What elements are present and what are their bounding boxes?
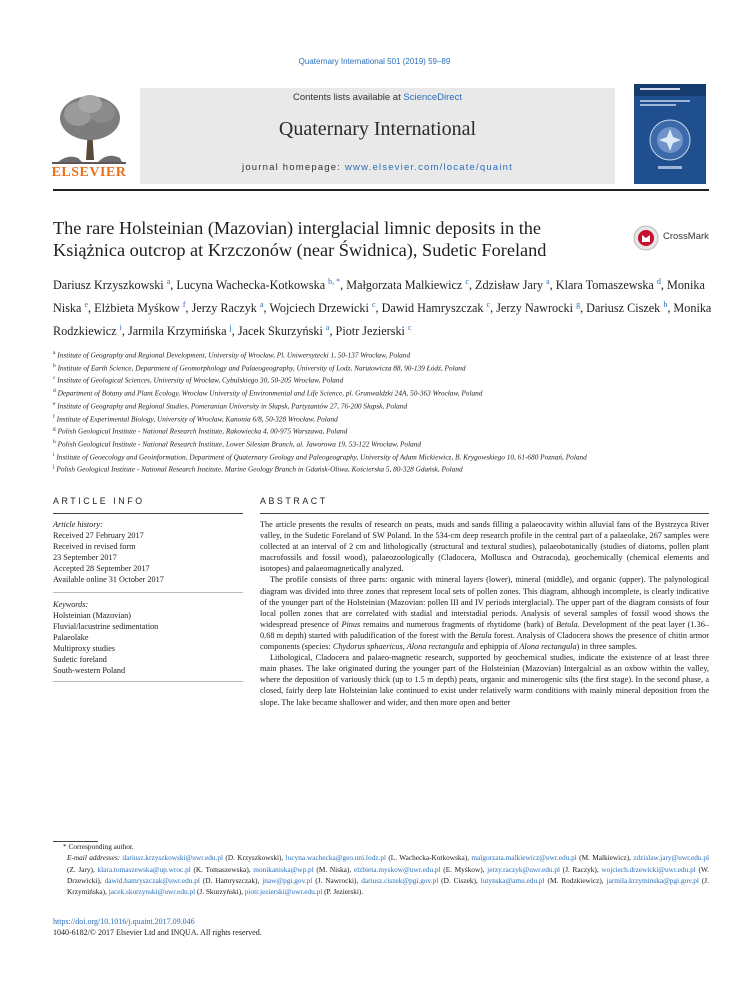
email-owner: (J. Nawrocki) [315,875,357,885]
elsevier-logo [48,88,130,184]
history-divider [53,592,243,593]
email-owner: (M. Rodzkiewicz) [547,875,602,885]
email-link[interactable]: dariusz.ciszek@pgi.gov.pl [361,875,439,885]
abstract-paragraph [260,574,709,652]
email-link[interactable]: lutynska@amu.edu.pl [480,875,545,885]
author-affiliation-marker[interactable]: c [371,300,376,310]
affiliation-marker: b [53,362,56,369]
author-name[interactable]: Klara Tomaszewska [555,278,654,293]
email-label: E-mail addresses: [67,853,121,863]
email-link[interactable]: malgorzata.malkiewicz@uwr.edu.pl [471,853,577,863]
abstract-paragraph: Lithological, Cladocera and palaeo-magnetic research, supported by geochemical studies, indicate the existence of at least three main phases. The lake originated during the younger part of the Holsteinian (Mazovian) Intergalcial as an oxbow within the valley, where the deposition of variously thick (up to 1.5 m depth) peats, organic and minerogenic silts (the first stage). In the second phase, a closed, fairly deep late Holsteinian lake continued to exist under relatively warm conditions with mainly mineral deposition from the slope. The lake became shallower and wider, and then more open and better [260,653,709,707]
keyword-item: Palaeolake [53,633,89,642]
author-affiliation-marker[interactable]: a [166,277,171,286]
author-name[interactable]: Dawid Hamryszczak [381,301,484,316]
email-owner: (L. Wachecka-Kotkowska) [388,853,468,863]
author-name[interactable]: Dariusz Krzyszkowski [53,278,164,293]
affiliation-text: Polish Geological Institute - National Research Institute, Rakowiecka 4, 00-975 Warszawa, Poland [57,426,348,436]
email-owner: (D. Hamryszczak) [202,875,258,885]
author-name[interactable]: Zdzisław Jary [475,278,544,293]
journal-cover-image [634,84,706,184]
homepage-prefix: journal homepage: [242,162,345,173]
doi-link[interactable]: https://doi.org/10.1016/j.quaint.2017.09.046 [53,917,195,926]
email-addresses: E-mail addresses: dariusz.krzyszkowski@uwr.edu.pl (D. Krzyszkowski), lucyna.wachecka@geo.uni.lodz.pl (L. Wachecka-Kotkowska), malgorzata.malkiewicz@uwr.edu.pl (M. Malkiewicz), zdzislaw.jary@uwr.edu.pl (Z. Jary), klara.tomaszewska@up.wroc.pl (K. Tomaszewska), monikaniska@wp.pl (M. Niska), elzbieta.myskow@uwr.edu.pl (E. Myśkow), jerzy.raczyk@uwr.edu.pl (J. Raczyk), wojciech.drzewicki@uwr.edu.pl (W. Drzewicki), dawid.hamryszczak@uwr.edu.pl (D. Hamryszczak), jnaw@pgi.gov.pl (J. Nawrocki), dariusz.ciszek@pgi.gov.pl (D. Ciszek), lutynska@amu.edu.pl (M. Rodzkiewicz), jarmila.krzyminska@pgi.gov.pl (J. Krzymińska), jacek.skurzynski@uwr.edu.pl (J. Skurzyński), piotr.jezierski@uwr.edu.pl (P. Jezierski). [67,853,710,897]
affiliation-text: Institute of Geography and Regional Development, University of Wrocław, Pl. Uniwersytecki 1, 50-137 Wrocław, Poland [57,350,411,360]
affiliation-text: Institute of Geography and Regional Studies, Pomeranian University in Słupsk, Partyzantów 27, 76-200 Słupsk, Poland [57,401,408,411]
affiliation [53,450,653,463]
taxon-name: Betula [556,619,578,629]
affiliation-marker: j [53,464,55,471]
author-affiliation-marker[interactable]: j [229,323,232,333]
keywords-divider [53,681,243,682]
journal-homepage [140,162,615,173]
email-owner: (J. Skurzyński) [196,887,242,897]
article-history [53,519,243,585]
author-affiliation-marker[interactable]: a [546,277,550,286]
author-list: Dariusz Krzyszkowski $^a$, Lucyna Wachecka-Kotkowska $^{b, *}$, Małgorzata Malkiewicz $^c$, Zdzisław Jary $^a$, Klara Tomaszewska $^d$, Monika Niska $^e$, Elżbieta Myśkow $^f$, Jerzy Raczyk $^a$, Wojciech Drzewicki $^c$, Dawid Hamryszczak $^c$, Jerzy Nawrocki $^g$, Dariusz Ciszek $^h$, Monika Rodzkiewicz $^i$, Jarmila Krzymińska $^j$, Jacek Skurzyński $^a$, Piotr Jezierski $^c$ [53,277,712,339]
history-item: 23 September 2017 [53,553,117,562]
affiliation-text: Polish Geological Institute - National Research Institute, Marine Geology Branch in Gdańsk-Oliwa, Kościerska 5, 80-328 Gdańsk, Poland [56,464,463,474]
crossmark-icon [633,225,659,251]
copyright-notice: 1040-6182/© 2017 Elsevier Ltd and INQUA. All rights reserved. [53,928,262,937]
abstract-heading: ABSTRACT [260,496,328,506]
email-link[interactable]: jerzy.raczyk@uwr.edu.pl [487,864,561,874]
affiliation [53,412,653,425]
keywords-block [53,599,243,676]
keyword-item: Fluvial/lacustrine sedimentation [53,622,159,631]
author-affiliation-marker[interactable]: c [486,300,491,310]
article-title: The rare Holsteinian (Mazovian) interglacial limnic deposits in the Książnica outcrop at Krzczonów (near Świdnica), Sudetic Foreland [53,218,547,260]
author-affiliation-marker[interactable]: g [576,300,581,310]
email-owner: (M. Malkiewicz) [579,853,630,863]
affiliation-text: Institute of Geoecology and Geoinformation, Department of Quaternary Geology and Paleogeography, University of Adam Mickiewicz, B. Krygowskiego 10, 61-680 Poznań, Poland [56,452,587,462]
author-name[interactable]: Dariusz Ciszek [586,301,661,316]
article-info-rule [53,513,243,514]
affiliation-text: Institute of Geological Sciences, University of Wrocław, Cybulskiego 30, 50-205 Wrocław, Poland [57,375,344,385]
keyword-item: Sudetic foreland [53,655,107,664]
journal-reference-link[interactable]: Quaternary International 501 (2019) 59–89 [298,57,451,66]
affiliation-text: Institute of Experimental Biology, University of Wrocław, Kanonia 6/8, 50-328 Wrocław, Poland [56,414,338,424]
author-affiliation-marker[interactable]: f [182,300,186,310]
author-affiliation-marker[interactable]: b, * [328,277,341,286]
affiliation-marker: c [53,375,56,382]
email-link[interactable]: piotr.jezierski@uwr.edu.pl [244,887,323,897]
affiliation-marker: i [53,451,55,458]
email-owner: (E. Myśkow) [443,864,483,874]
history-list [53,530,243,585]
abstract-paragraph: The article presents the results of research on peats, muds and sands filling a palaeocavity within alluvial fans of the Bystrzyca River valley, in the Sudetic Foreland of SW Poland. In the 534-cm deep research profile in the central part of a palaeolake, 267 samples were collected at an interval of 2 cm and lithologically (structural and textural studies), palaeobotanically (studies of diatoms, pollen plant macrofossils and fossil wood), palaeozoologically (Cladocera, Mollusca and Ostracoda), geochemically (chemical elements and isotopes) and palaeomagnetically analyzed. [260,520,709,574]
affiliation-text: Institute of Earth Science, Department of Geomorphology and Palaeogeography, University of Lodz, Narutowicza 88, 90-139 Łódź, Poland [57,363,466,373]
email-link[interactable]: jarmila.krzyminska@pgi.gov.pl [606,875,699,885]
abstract-rule [260,513,709,514]
email-owner: (W. Drzewicki) [67,864,710,885]
history-item: Received 27 February 2017 [53,531,144,540]
email-link[interactable]: lucyna.wachecka@geo.uni.lodz.pl [285,853,386,863]
journal-cover-icon [634,84,706,184]
abstract-text: The profile consists of three parts: organic with mineral layers (lower), mineral (middle), and organic (upper). The palynological diagram was divided into three zones that represent local sets of pollen zones. This diagram, although incomplete, is clearly indicative of the younger part of the Holsteinian (Mazovian: pollen III and IV periods interglacial). The upper part of the diagram consists of four local pollen zones that are correlated with stadial and interstadial periods. Analysis of several samples of fossil wood shows the widespread presence of [260,575,709,629]
affiliation [53,361,653,374]
abstract-text: forest. Analysis of Cladocera shows the presence of chitin armor components (species: [260,630,710,652]
email-owner: (D. Krzyszkowski) [225,853,282,863]
contents-prefix: Contents lists available at [293,92,404,103]
abstract-text: and ephippia of [463,642,520,652]
email-link[interactable]: jacek.skurzynski@uwr.edu.pl [108,887,196,897]
history-item: Accepted 28 September 2017 [53,564,150,573]
abstract-text: . Development of the peat layer (1.36–0.68 m depth) started with paludification of the forest with the [260,619,709,640]
author-affiliation-marker[interactable]: a [325,323,330,333]
affiliation [53,399,653,412]
author-name[interactable]: Wojciech Drzewicki [269,301,369,316]
author-name[interactable]: Jarmila Krzymińska [128,324,227,339]
history-item: Available online 31 October 2017 [53,575,164,584]
author-name[interactable]: Jacek Skurzyński [237,324,323,339]
email-link[interactable]: jnaw@pgi.gov.pl [262,875,313,885]
email-link[interactable]: monikaniska@wp.pl [253,864,314,874]
publisher-logo-text: ELSEVIER [51,165,127,180]
affiliation-marker: d [53,388,56,395]
contents-line [140,92,615,103]
author-affiliation-marker[interactable]: i [119,323,122,333]
footnote [53,839,709,897]
keywords-label: Keywords: [53,600,89,609]
taxon-name: Betula [470,630,492,640]
affiliation-marker: f [53,413,55,420]
abstract-body [260,519,709,708]
crossmark-label: CrossMark [663,231,709,242]
author-affiliation-marker[interactable]: c [407,323,412,333]
email-link[interactable]: wojciech.drzewicki@uwr.edu.pl [601,864,696,874]
email-link[interactable]: dawid.hamryszczak@uwr.edu.pl [104,875,200,885]
affiliation-list [53,348,653,475]
doi-block [53,916,262,938]
email-link[interactable]: zdzislaw.jary@uwr.edu.pl [633,853,710,863]
email-owner: (D. Ciszek) [441,875,476,885]
author-affiliation-marker[interactable]: a [259,300,264,310]
email-link[interactable]: klara.tomaszewska@up.wroc.pl [97,864,191,874]
email-owner: (J. Krzymińska) [67,875,709,897]
sciencedirect-link[interactable]: ScienceDirect [403,92,462,103]
email-owner: (P. Jezierski). [324,887,364,897]
author-name[interactable]: Jerzy Nawrocki [496,301,574,316]
affiliation-text: Department of Botany and Plant Ecology, Wrocław University of Environmental and Life Science, pl. Grunwaldzki 24A, 50-363 Wrocław, Poland [57,388,483,398]
keyword-item: South-western Poland [53,666,126,675]
affiliation-marker: a [53,350,56,356]
email-owner: (J. Raczyk) [562,864,597,874]
keywords-list [53,610,243,676]
affiliation-marker: h [53,439,56,446]
email-owner: (M. Niska) [316,864,350,874]
affiliation [53,424,653,437]
author-affiliation-marker[interactable]: h [663,300,668,310]
author-name[interactable]: Monika Rodzkiewicz [53,301,712,339]
affiliation [53,386,653,399]
email-link[interactable]: dariusz.krzyszkowski@uwr.edu.pl [122,853,224,863]
article-info-heading: ARTICLE INFO [53,496,145,506]
email-link[interactable]: elzbieta.myskow@uwr.edu.pl [353,864,441,874]
keyword-item: Holsteinian (Mazovian) [53,611,131,620]
crossmark-badge[interactable] [633,225,713,253]
affiliation [53,437,653,450]
affiliation-marker: g [53,426,56,433]
affiliation-text: Polish Geological Institute - National Research Institute, Lower Silesian Branch, al. Jaworowa 19, 53-122 Wrocław, Poland [57,439,422,449]
keyword-item: Multiproxy studies [53,644,116,653]
abstract-text: ) in three samples. [576,642,638,652]
taxon-name: Pinus [341,619,361,629]
author-name[interactable]: Lucyna Wachecka-Kotkowska [176,278,326,293]
taxon-name: Chydorus sphaericus, Alona rectangula [332,642,464,652]
author-name[interactable]: Elżbieta Myśkow [94,301,180,316]
taxon-name: Alona rectangula [519,642,577,652]
email-owner: (Z. Jary) [67,864,93,874]
homepage-link[interactable]: www.elsevier.com/locate/quaint [344,162,513,173]
corresponding-author-note: * Corresponding author. [63,842,134,851]
journal-title: Quaternary International [278,118,477,140]
author-name[interactable]: Jerzy Raczyk [191,301,257,316]
email-owner: (K. Tomaszewska) [193,864,249,874]
author-affiliation-marker[interactable]: d [656,277,661,286]
author-name[interactable]: Małgorzata Malkiewicz [346,278,463,293]
abstract-text: remains and numerous fragments of rhytidome (bark) of [360,619,557,629]
affiliation [53,373,653,386]
author-affiliation-marker[interactable]: e [84,300,89,310]
author-name[interactable]: Monika Niska [53,278,705,316]
affiliation [53,462,653,475]
author-affiliation-marker[interactable]: c [465,277,469,286]
author-name[interactable]: Piotr Jezierski [335,324,405,339]
affiliation [53,348,653,361]
affiliation-marker: e [53,400,56,407]
history-item: Received in revised form [53,542,136,551]
header-rule [53,189,709,191]
history-label: Article history: [53,520,103,529]
